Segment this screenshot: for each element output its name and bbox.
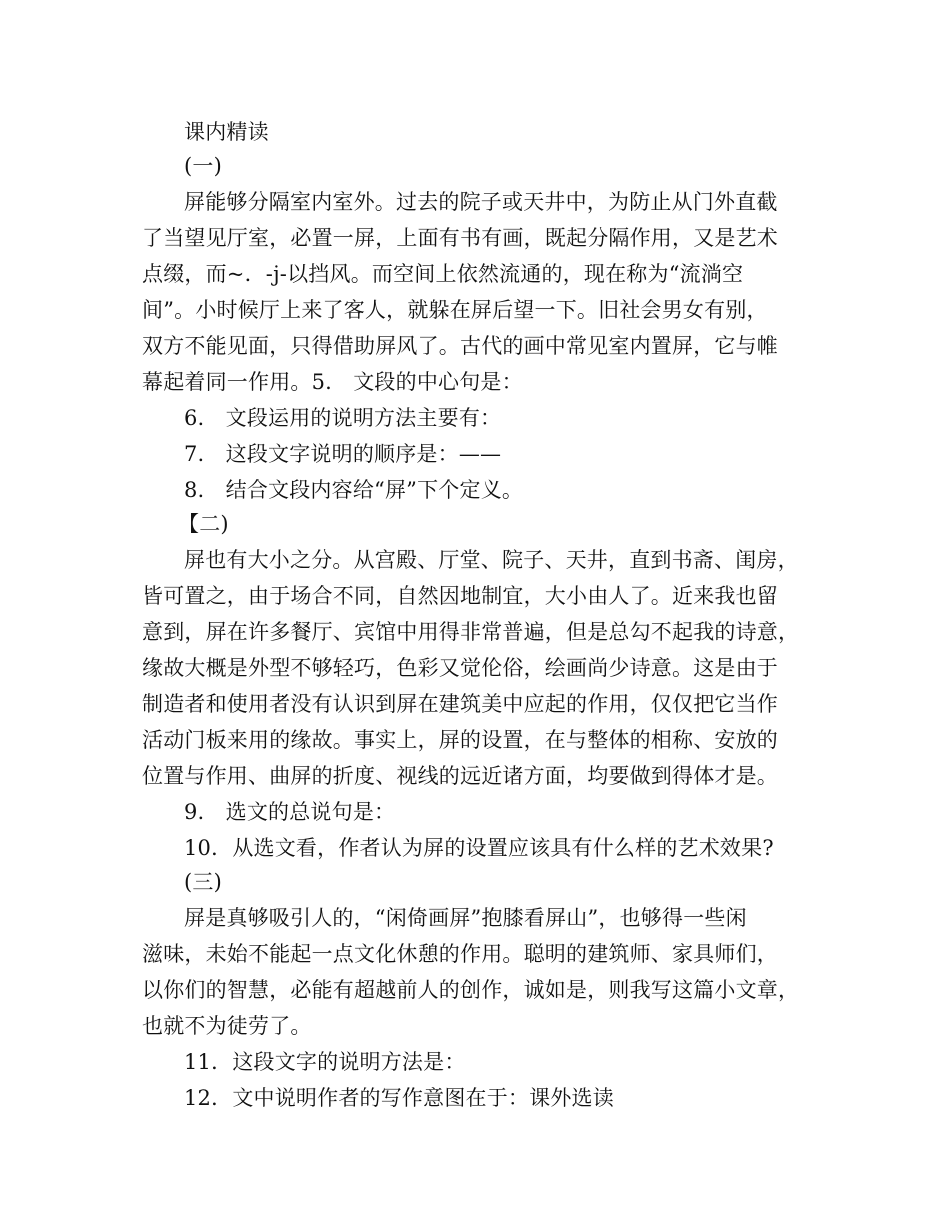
question-7: 7. 这段文字说明的顺序是：—— [184, 442, 502, 466]
part1-line: 屏能够分隔室内室外。过去的院子或天井中，为防止从门外直截 [184, 190, 778, 214]
question-12: 12．文中说明作者的写作意图在于：课外选读 [184, 1086, 614, 1110]
part1-line: 间”。小时候厅上来了客人，就躲在屏后望一下。旧社会男女有别， [142, 298, 768, 322]
part2-line: 活动门板来用的缘故。事实上，屏的设置，在与整体的相称、安放的 [142, 728, 778, 752]
part2-line: 位置与作用、曲屏的折度、视线的远近诸方面，均要做到得体才是。 [142, 764, 778, 788]
question-8: 8. 结合文段内容给“屏”下个定义。 [184, 478, 524, 502]
part3-line: 屏是真够吸引人的，“闲倚画屏”抱膝看屏山”，也够得一些闲 [184, 906, 747, 930]
part2-line: 意到，屏在许多餐厅、宾馆中用得非常普遍，但是总勾不起我的诗意， [142, 620, 800, 644]
part1-line: 双方不能见面，只得借助屏风了。古代的画中常见室内置屏，它与帷 [142, 334, 778, 358]
part1-label: (一) [184, 154, 222, 178]
part3-line: 也就不为徒劳了。 [142, 1014, 312, 1038]
question-11: 11．这段文字的说明方法是： [184, 1050, 466, 1074]
part1-line: 点缀，而~．-j-以挡风。而空间上依然流通的，现在称为“流淌空 [142, 262, 744, 286]
question-6: 6. 文段运用的说明方法主要有： [184, 406, 502, 430]
part2-label: 【二) [178, 512, 229, 536]
part1-line: 了当望见厅室，必置一屏，上面有书有画，既起分隔作用，又是艺术 [142, 226, 778, 250]
part2-line: 屏也有大小之分。从宫殿、厅堂、院子、天井，直到书斋、闺房， [184, 548, 799, 572]
part2-line: 缘故大概是外型不够轻巧，色彩又觉伦俗，绘画尚少诗意。这是由于 [142, 656, 778, 680]
part1-line: 幕起着同一作用。5. 文段的中心句是： [142, 370, 523, 394]
part3-line: 滋味，未始不能起一点文化休憩的作用。聪明的建筑师、家具师们， [142, 942, 778, 966]
question-10: 10．从选文看，作者认为屏的设置应该具有什么样的艺术效果? [184, 836, 774, 860]
part3-label: (三) [184, 870, 222, 894]
question-9: 9. 选文的总说句是： [184, 800, 396, 824]
section-title: 课内精读 [184, 120, 269, 144]
part2-line: 制造者和使用者没有认识到屏在建筑美中应起的作用，仅仅把它当作 [142, 692, 778, 716]
part3-line: 以你们的智慧，必能有超越前人的创作，诚如是，则我写这篇小文章， [142, 978, 800, 1002]
part2-line: 皆可置之，由于场合不同，自然因地制宜，大小由人了。近来我也留 [142, 584, 778, 608]
